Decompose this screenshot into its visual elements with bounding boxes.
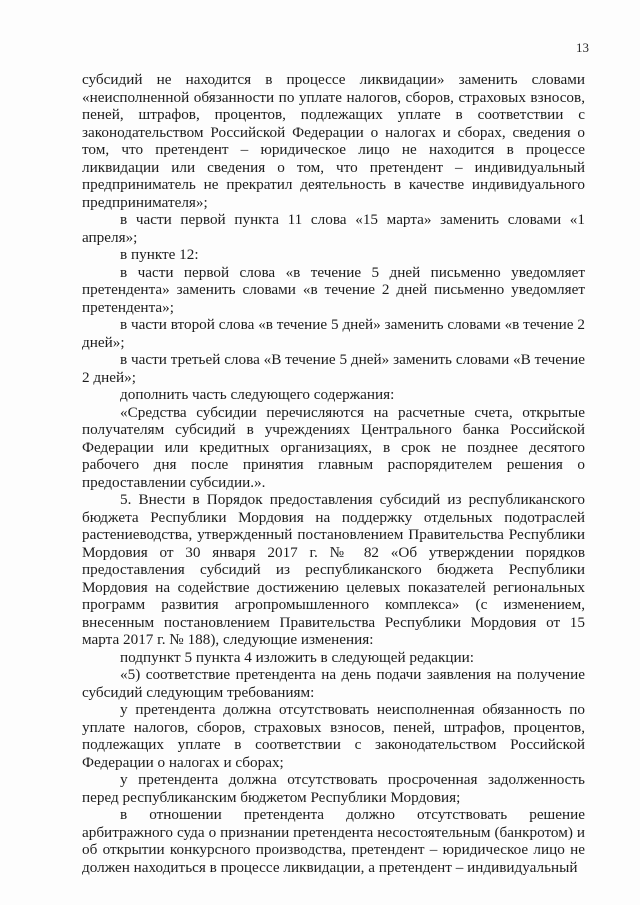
paragraph: у претендента должна отсутствовать неисполненная обязанность по уплате налогов, сборов, страховых взносов, пеней, штрафов, процентов, подлежащих уплате в соответствии с законодательством Российской Федерации о налогах и сборах; [82,701,585,771]
paragraph: подпункт 5 пункта 4 изложить в следующей редакции: [120,648,474,666]
paragraph: дополнить часть следующего содержания: [120,386,395,403]
paragraph: «Средства субсидии перечисляются на расчетные счета, открытые получателям субсидий в учреждениях Центрального банка Российской Федерации или кредитных организациях, в срок не позднее десятого рабочего дня после принятия главным распорядителем решения о предоставлении субсидии.». [82,403,585,491]
paragraph-continuation: субсидий не находится в процессе ликвидации» заменить словами «неисполненной обязанности по уплате налогов, сборов, страховых взносов, пеней, штрафов, процентов, подлежащих уплате в соответствии с законодательством Российской Федерации о налогах и сборах, сведения о том, что претендент – юридическое лицо не находится в процессе ликвидации или сведения о том, что претендент – индивидуальный предприниматель не прекратил деятельность в качестве индивидуального предпринимателя»; [82,71,585,211]
paragraph: «5) соответствие претендента на день подачи заявления на получение субсидий следующим требованиям: [82,666,585,701]
page-number: 13 [576,40,589,55]
document-body [82,71,585,876]
paragraph: в пункте 12: [120,246,199,263]
paragraph: в части третьей слова «В течение 5 дней» заменить словами «В течение 2 дней»; [82,351,585,386]
paragraph: в части первой слова «в течение 5 дней письменно уведомляет претендента» заменить словами «в течение 2 дней письменно уведомляет претендента»; [82,263,585,316]
paragraph-section-5: 5. Внести в Порядок предоставления субсидий из республиканского бюджета Республики Мордовия на поддержку отдельных подотраслей растениеводства, утвержденный постановлением Правительства Республики Мордовия от 30 января 2017 г. № 82 «Об утверждении порядков предоставления субсидий из республиканского бюджета Республики Мордовия на содействие достижению целевых показателей региональных программ развития агропромышленного комплекса» (с изменением, внесенным постановлением Правительства Республики Мордовия от 15 марта 2017 г. № 188), следующие изменения: [82,491,585,648]
paragraph: в части второй слова «в течение 5 дней» заменить словами «в течение 2 дней»; [82,316,585,351]
paragraph: у претендента должна отсутствовать просроченная задолженность перед республиканским бюджетом Республики Мордовия; [82,771,585,806]
paragraph: в отношении претендента должно отсутствовать решение арбитражного суда о признании претендента несостоятельным (банкротом) и об открытии конкурсного производства, претендент – юридическое лицо не должен находиться в процессе ликвидации, а претендент – индивидуальный [82,806,585,876]
paragraph: в части первой пункта 11 слова «15 марта» заменить словами «1 апреля»; [82,211,585,246]
